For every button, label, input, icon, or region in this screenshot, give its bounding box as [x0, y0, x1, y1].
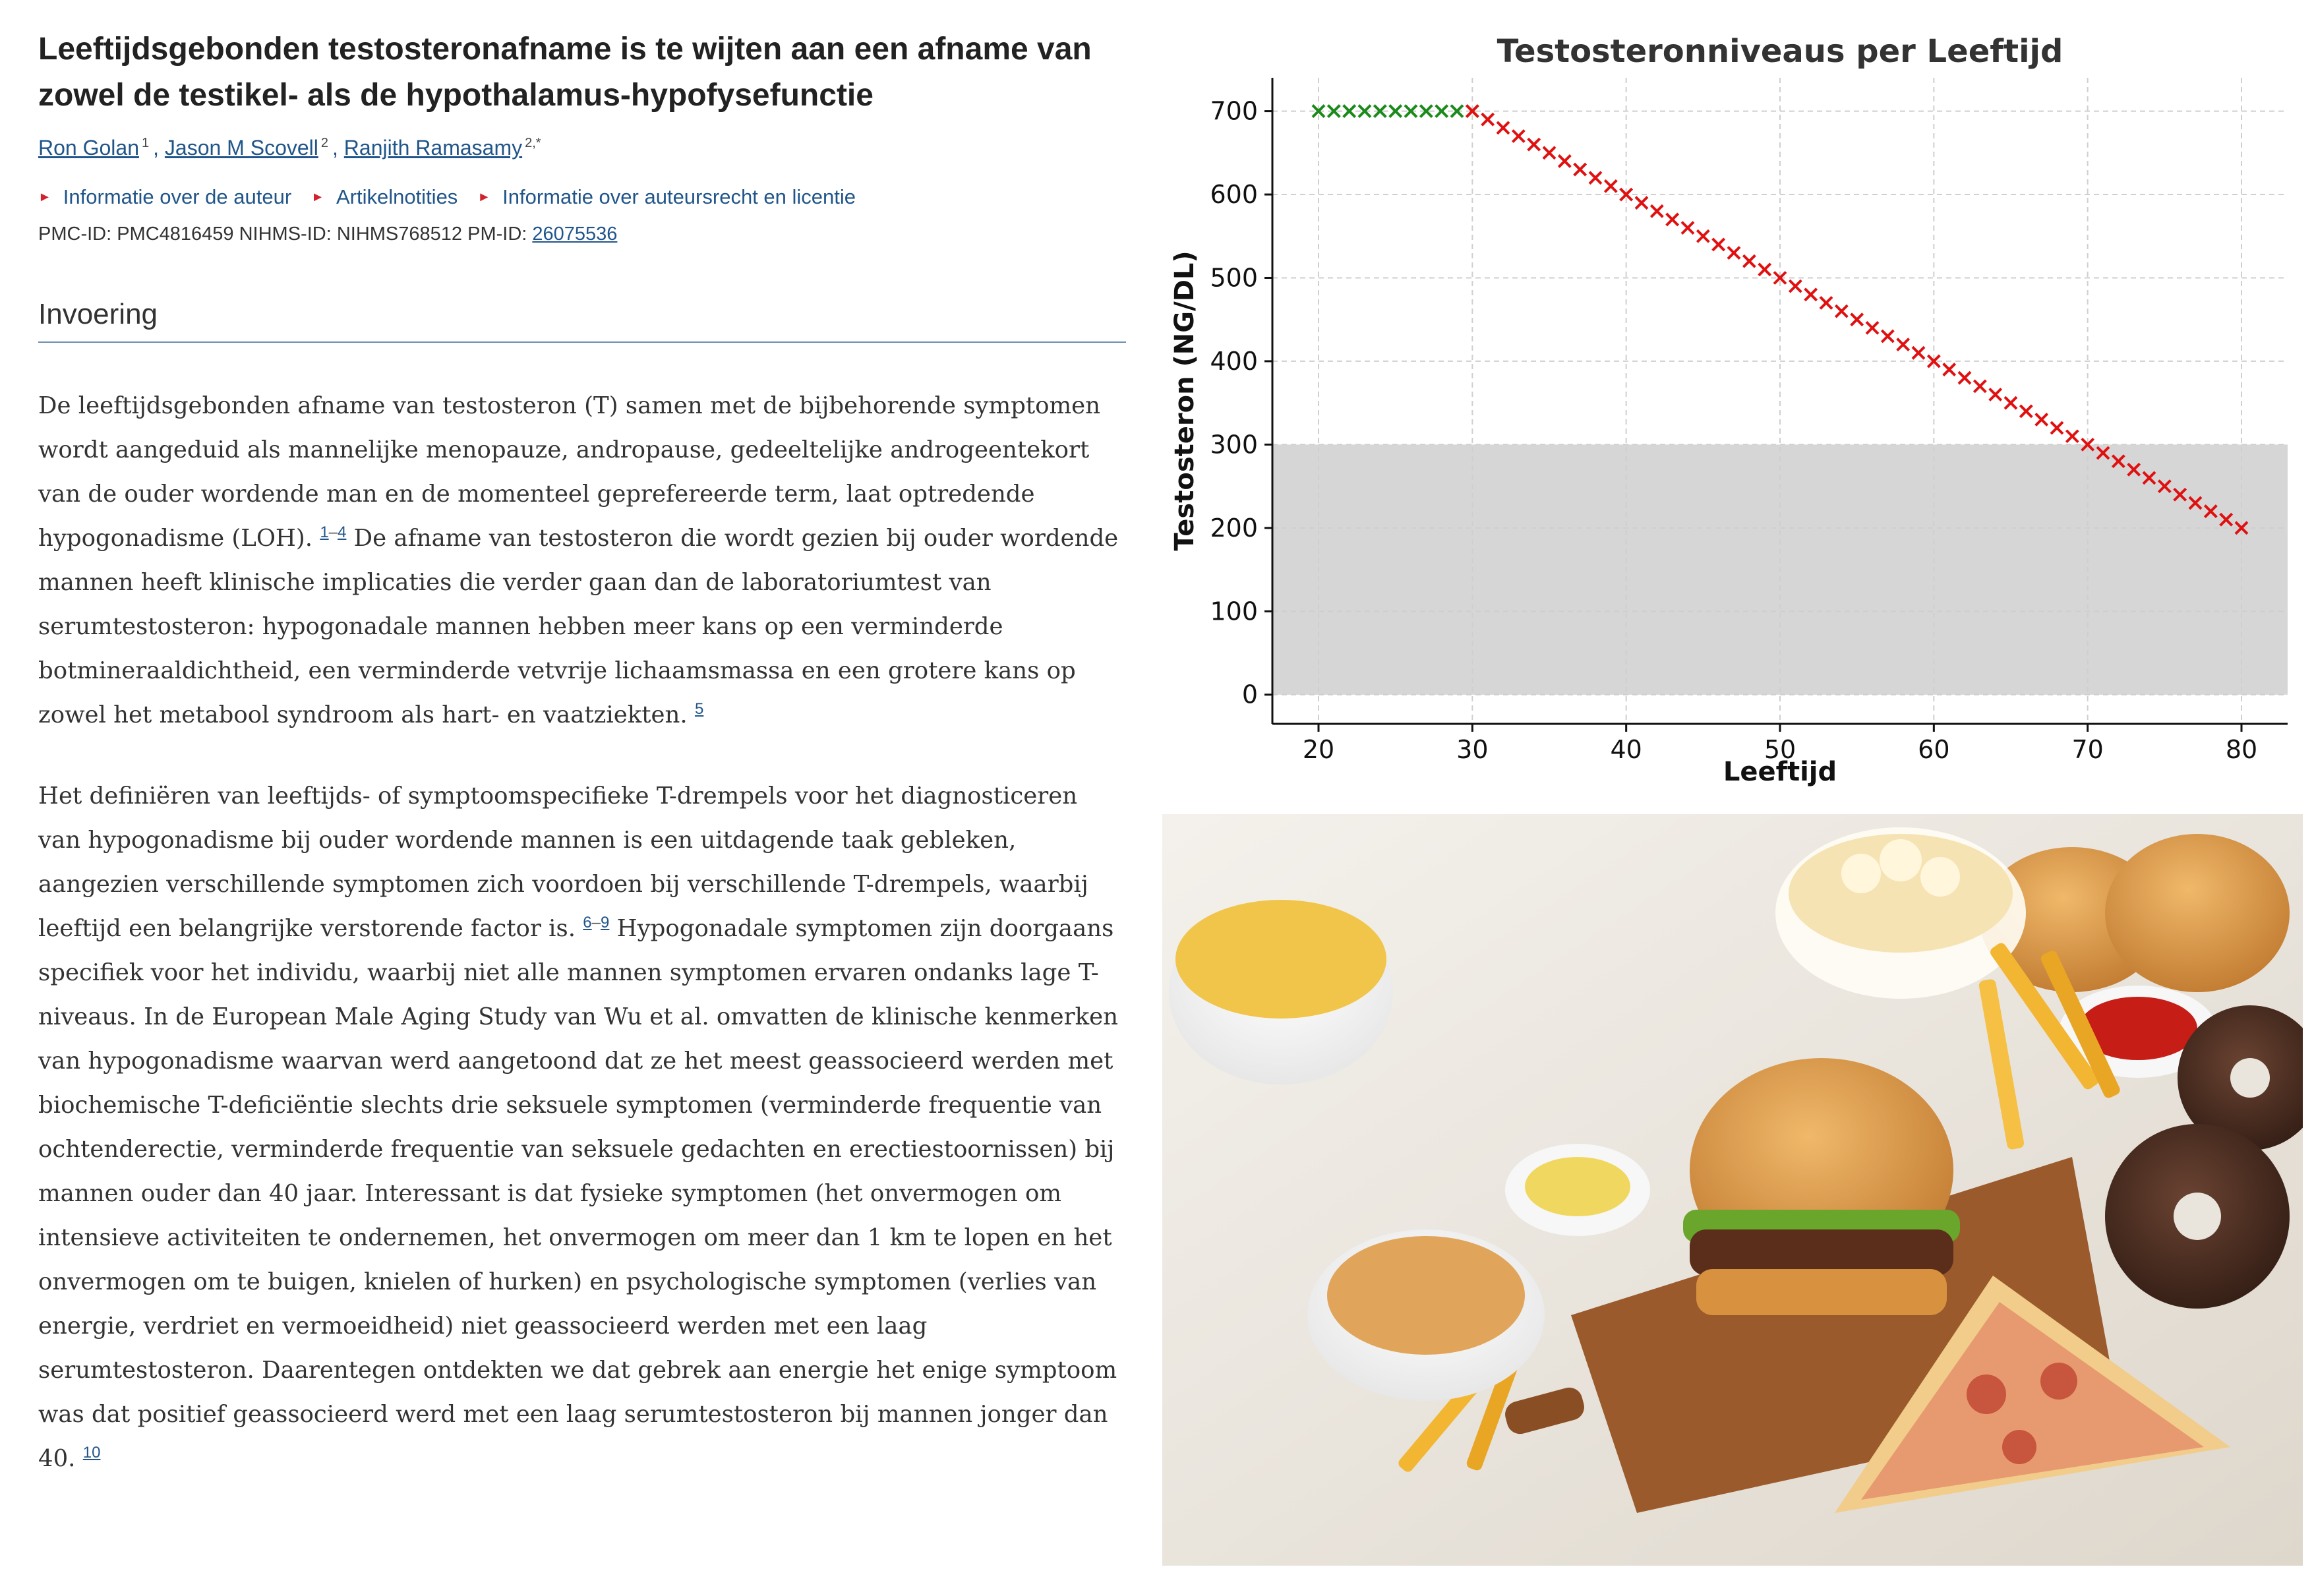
triangle-right-icon: ► — [311, 189, 324, 204]
mayo-bowl — [1505, 1144, 1650, 1236]
peanut-bowl — [1307, 1229, 1545, 1401]
y-tick-label: 500 — [1210, 263, 1258, 293]
article-identifiers: PMC-ID: PMC4816459 NIHMS-ID: NIHMS768512 PM-ID: 26075536 — [38, 223, 618, 245]
fast-food-photo — [1162, 814, 2303, 1566]
x-tick-label: 70 — [2071, 735, 2104, 764]
pmid-link[interactable]: 26075536 — [532, 223, 618, 245]
author-link[interactable]: Jason M Scovell — [164, 136, 318, 160]
chips-bowl — [1169, 900, 1393, 1084]
citation-link[interactable]: 5 — [694, 700, 704, 719]
y-tick-label: 300 — [1210, 430, 1258, 459]
author-affiliation: 2,* — [525, 136, 541, 151]
y-tick-label: 600 — [1210, 180, 1258, 210]
title-line-2: zowel de testikel- als de hypothalamus-hypofysefunctie — [38, 78, 874, 113]
article-title — [38, 26, 1126, 119]
y-tick-label: 200 — [1210, 513, 1258, 543]
y-tick-label: 0 — [1241, 680, 1258, 709]
y-tick-label: 100 — [1210, 597, 1258, 626]
section-heading: Invoering — [38, 298, 1126, 343]
x-tick-label: 60 — [1918, 735, 1950, 764]
author-affiliation: 2 — [320, 136, 328, 151]
chart-title: Testosteronniveaus per Leeftijd — [1497, 33, 2063, 70]
copyright-license-link[interactable]: ► Informatie over auteursrecht en licentie — [477, 185, 856, 208]
y-tick-label: 400 — [1210, 346, 1258, 376]
citation-link[interactable]: 9 — [601, 914, 610, 932]
x-tick-label: 30 — [1456, 735, 1489, 764]
x-tick-label: 80 — [2225, 735, 2258, 764]
popcorn-bowl — [1775, 827, 2026, 999]
article-info-links — [38, 185, 1126, 209]
author-link[interactable]: Ranjith Ramasamy — [343, 136, 523, 160]
citation-link[interactable]: 6 — [583, 914, 592, 932]
paragraph-2: Het definiëren van leeftijds- of symptoomspecifieke T-drempels voor het diagnosticeren van hypogonadisme bij ouder wordende mannen is een uitdagende taak gebleken, aangezien verschillende symptomen zich voordoen bij verschillende T-drempels, waarbij leeftijd een belangrijke verstorende factor is. $^{6-9}$ Hypogonadale symptomen zijn doorgaans specifiek voor het individu, waarbij niet alle mannen symptomen ervaren ondanks lage T-niveaus. In de European Male Aging Study van Wu et al. omvatten de klinische kenmerken van hypogonadisme waarvan werd aangetoond dat ze het meest geassocieerd werden met biochemische T-deficiëntie slechts drie seksuele symptomen (verminderde frequentie van ochtenderectie, verminderde frequentie van seksuele gedachten en erectiestoornissen) bij mannen ouder dan 40 jaar. Interessant is dat fysieke symptomen (het onvermogen om intensieve activiteiten te ondernemen, het onvermogen om meer dan 1 km te lopen en het onvermogen om te buigen, knielen of hurken) en psychologische symptomen (verlies van energie, verdriet en vermoeidheid) niet geassocieerd werden met een laag serumtestosteron. Daarentegen ontdekten we dat gebrek aan energie het enige symptoom was dat positief geassocieerd werd met een laag serumtestosteron bij mannen jonger dan 40. $^{10}$ — [38, 783, 1118, 1472]
x-tick-label: 20 — [1302, 735, 1335, 764]
y-axis-label: Testosteron (NG/DL) — [1170, 251, 1200, 551]
main-burger — [1683, 1058, 1960, 1315]
triangle-right-icon: ► — [477, 189, 491, 204]
x-tick-label: 50 — [1764, 735, 1796, 764]
x-axis-label: Leeftijd — [1723, 757, 1837, 787]
article-notes-link[interactable]: ► Artikelnotities — [311, 185, 458, 208]
y-tick-label: 700 — [1210, 96, 1258, 126]
citation-range-dash: – — [591, 914, 601, 932]
citation-link[interactable]: 4 — [338, 523, 347, 542]
author-list: Ron Golan $^1$ , Jason M Scovell $^2$ , Ranjith Ramasamy $^{2,*}$ — [38, 136, 541, 160]
article — [38, 26, 1126, 1518]
citation-link[interactable]: 10 — [82, 1444, 101, 1462]
author-info-link[interactable]: ► Informatie over de auteur — [38, 185, 292, 208]
author-link[interactable]: Ron Golan — [38, 136, 139, 160]
citation-link[interactable]: 1 — [320, 523, 329, 542]
testosterone-chart — [1147, 18, 2314, 810]
paragraph-1: De leeftijdsgebonden afname van testosteron (T) samen met de bijbehorende symptomen wordt aangeduid als mannelijke menopauze, andropause, gedeeltelijke androgeentekort van de ouder wordende man en de momenteel geprefereerde term, laat optredende hypogonadisme (LOH). $^{1-4}$ De afname van testosteron die wordt gezien bij ouder wordende mannen heeft klinische implicaties die verder gaan dan de laboratoriumtest van serumtestosteron: hypogonadale mannen hebben meer kans op een verminderde botmineraaldichtheid, een verminderde vetvrije lichaamsmassa en een grotere kans op zowel het metabool syndroom als hart- en vaatziekten. $^5$ — [38, 392, 1119, 728]
burgers-back — [1980, 834, 2290, 992]
author-affiliation: 1 — [141, 136, 150, 151]
title-line-1: Leeftijdsgebonden testosteronafname is te wijten aan een afname van — [38, 32, 1092, 67]
citation-range-dash: – — [328, 523, 338, 542]
triangle-right-icon: ► — [38, 189, 51, 204]
x-tick-label: 40 — [1610, 735, 1642, 764]
